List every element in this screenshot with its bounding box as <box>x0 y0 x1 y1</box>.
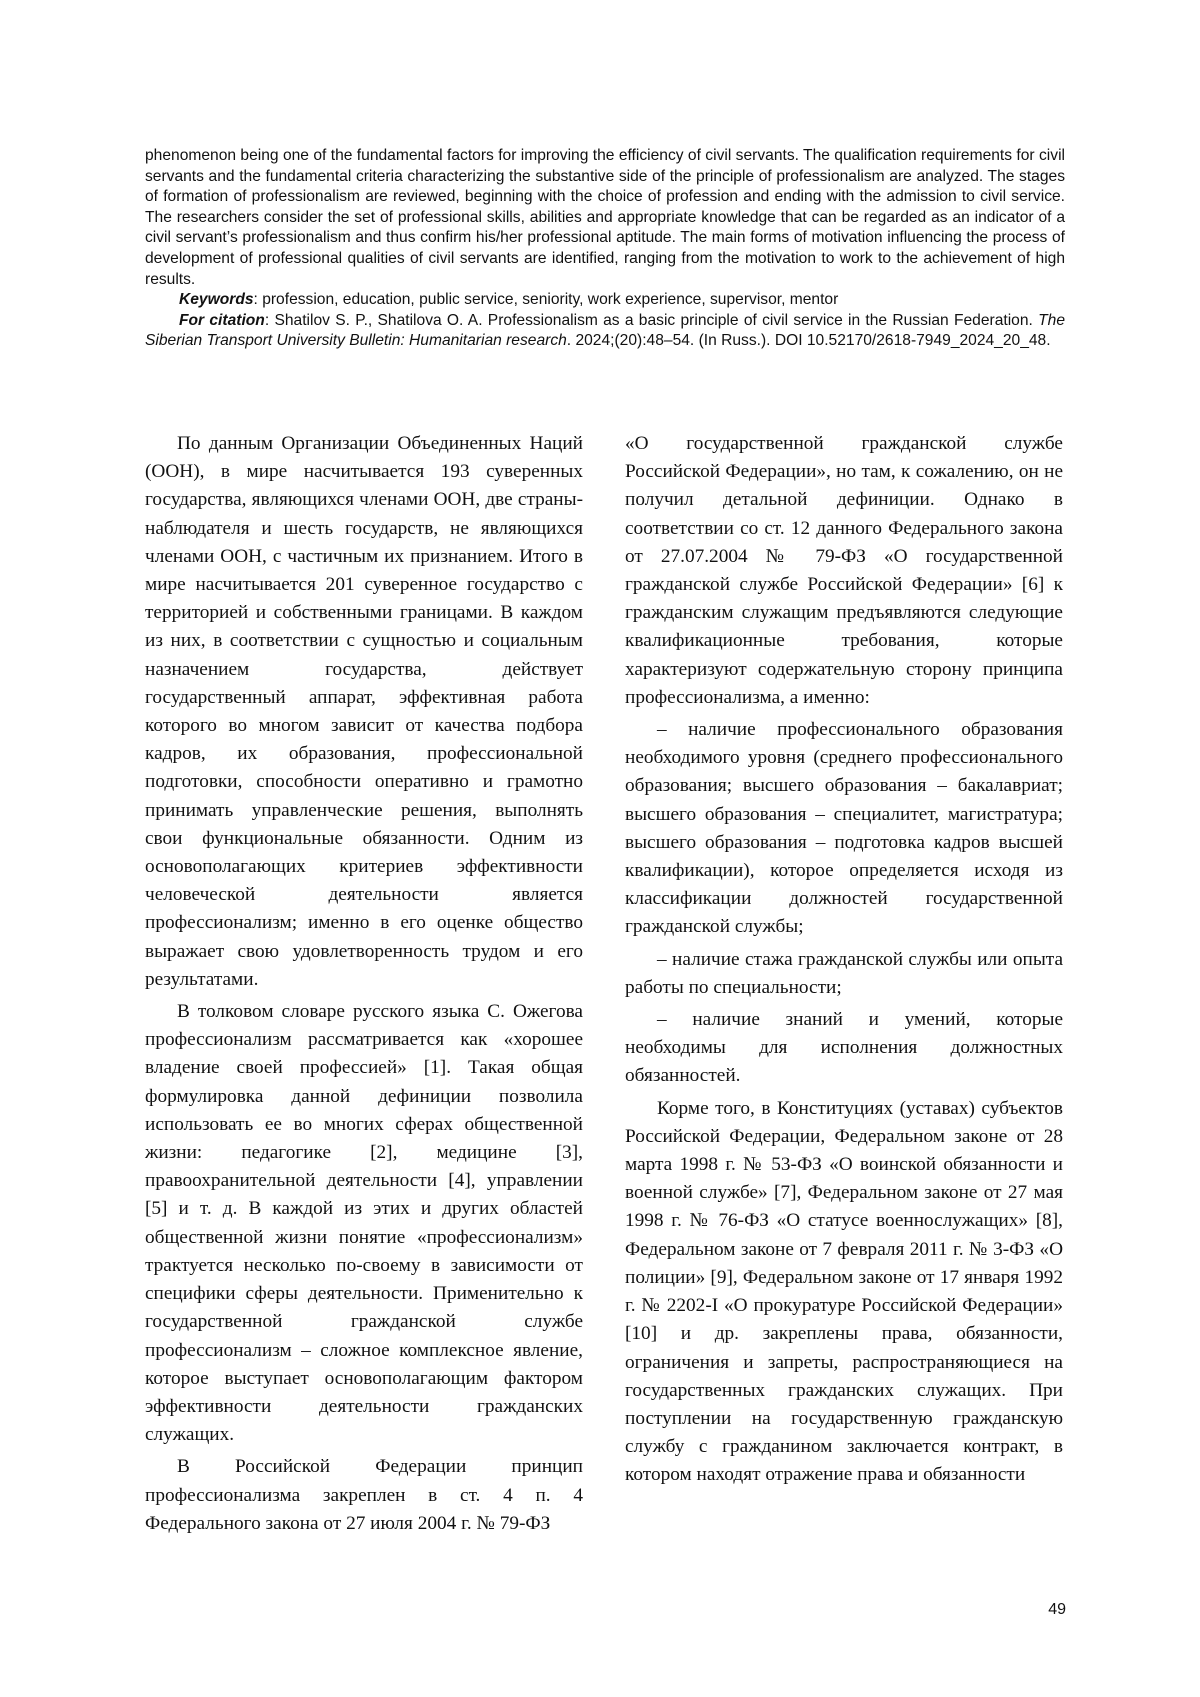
abstract-text: phenomenon being one of the fundamental factors for improving the efficiency of civil servants. The qualification requirements for civil servants and the fundamental criteria characterizing the substantive side of the principle of professionalism are analyzed. The stages of formation of professionalism are reviewed, beginning with the choice of profession and ending with the admission to civil service. The researchers consider the set of professional skills, abilities and appropriate knowledge that can be regarded as an indicator of a civil servant’s professionalism and thus confirm his/her professional aptitude. The main forms of motivation influencing the process of development of professional qualities of civil servants are identified, ranging from the motivation to work to the achievement of high results. <box>145 146 1065 290</box>
list-item: – наличие знаний и умений, которые необходимы для исполнения должностных обязанностей. <box>625 1006 1063 1091</box>
left-column <box>145 430 583 1542</box>
citation-rest: . 2024;(20):48–54. (In Russ.). DOI 10.52170/2618-7949_2024_20_48. <box>567 332 1051 349</box>
citation-line <box>145 311 1065 352</box>
list-item: – наличие профессионального образования необходимого уровня (среднего профессионального образования; высшего образования – бакалавриат; высшего образования – специалитет, магистратура; высшего образования – подготовка кадров высшей квалификации), которое определяется исходя из классификации должностей государственной гражданской службы; <box>625 716 1063 942</box>
keywords-text: : profession, education, public service, seniority, work experience, supervisor, mentor <box>254 291 839 308</box>
page-number: 49 <box>1042 1601 1066 1619</box>
paragraph: По данным Организации Объединенных Наций (ООН), в мире насчитывается 193 суверенных государства, являющихся членами ООН, две страны-наблюдателя и шесть государств, не являющихся членами ООН, с частичным их признанием. Итого в мире насчитывается 201 суверенное государство с территорией и собственными границами. В каждом из них, в соответствии с сущностью и социальным назначением государства, действует государственный аппарат, эффективная работа которого во многом зависит от качества подбора кадров, их образования, профессиональной подготовки, способности оперативно и грамотно принимать управленческие решения, выполнять свои функциональные обязанности. Одним из основополагающих критериев эффективности человеческой деятельности является профессионализм; именно в его оценке общество выражает свою удовлетворенность трудом и его результатами. <box>145 430 583 994</box>
abstract-block <box>145 146 1065 352</box>
paragraph: В Российской Федерации принцип профессионализма закреплен в ст. 4 п. 4 Федерального закона от 27 июля 2004 г. № 79-ФЗ <box>145 1453 583 1538</box>
list-item: – наличие стажа гражданской службы или опыта работы по специальности; <box>625 946 1063 1002</box>
citation-authors: : Shatilov S. P., Shatilova O. A. Professionalism as a basic principle of civil service in the Russian Federation. <box>265 312 1038 329</box>
paragraph: В толковом словаре русского языка С. Ожегова профессионализм рассматривается как «хорошее владение своей профессией» [1]. Такая общая формулировка данной дефиниции позволила использовать ее во многих сферах общественной жизни: педагогике [2], медицине [3], правоохранительной деятельности [4], управлении [5] и т. д. В каждой из этих и других областей общественной жизни понятие «профессионализм» трактуется несколько по-своему в зависимости от специфики сферы деятельности. Применительно к государственной гражданской службе профессионализм – сложное комплексное явление, которое выступает основополагающим фактором эффективности деятельности гражданских служащих. <box>145 998 583 1449</box>
citation-label: For citation <box>179 312 265 329</box>
keywords-line <box>145 290 1065 311</box>
paragraph: Корме того, в Конституциях (уставах) субъектов Российской Федерации, Федеральном законе от 28 марта 1998 г. № 53-ФЗ «О воинской обязанности и военной службе» [7], Федеральном законе от 27 мая 1998 г. № 76-ФЗ «О статусе военнослужащих» [8], Федеральном законе от 7 февраля 2011 г. № 3-ФЗ «О полиции» [9], Федеральном законе от 17 января 1992 г. № 2202-I «О прокуратуре Российской Федерации» [10] и др. закреплены права, обязанности, ограничения и запреты, распространяющиеся на государственных гражданских служащих. При поступлении на государственную гражданскую службу с гражданином заключается контракт, в котором находят отражение права и обязанности <box>625 1095 1063 1490</box>
right-column <box>625 430 1063 1494</box>
citation-journal: The Siberian Transport University Bulletin: Humanitarian research <box>145 312 1065 350</box>
paragraph-continued: «О государственной гражданской службе Российской Федерации», но там, к сожалению, он не получил детальной дефиниции. Однако в соответствии со ст. 12 данного Федерального закона от 27.07.2004 № 79-ФЗ «О государственной гражданской службе Российской Федерации» [6] к гражданским служащим предъявляются следующие квалификационные требования, которые характеризуют содержательную сторону принципа профессионализма, а именно: <box>625 430 1063 712</box>
keywords-label: Keywords <box>179 291 254 308</box>
